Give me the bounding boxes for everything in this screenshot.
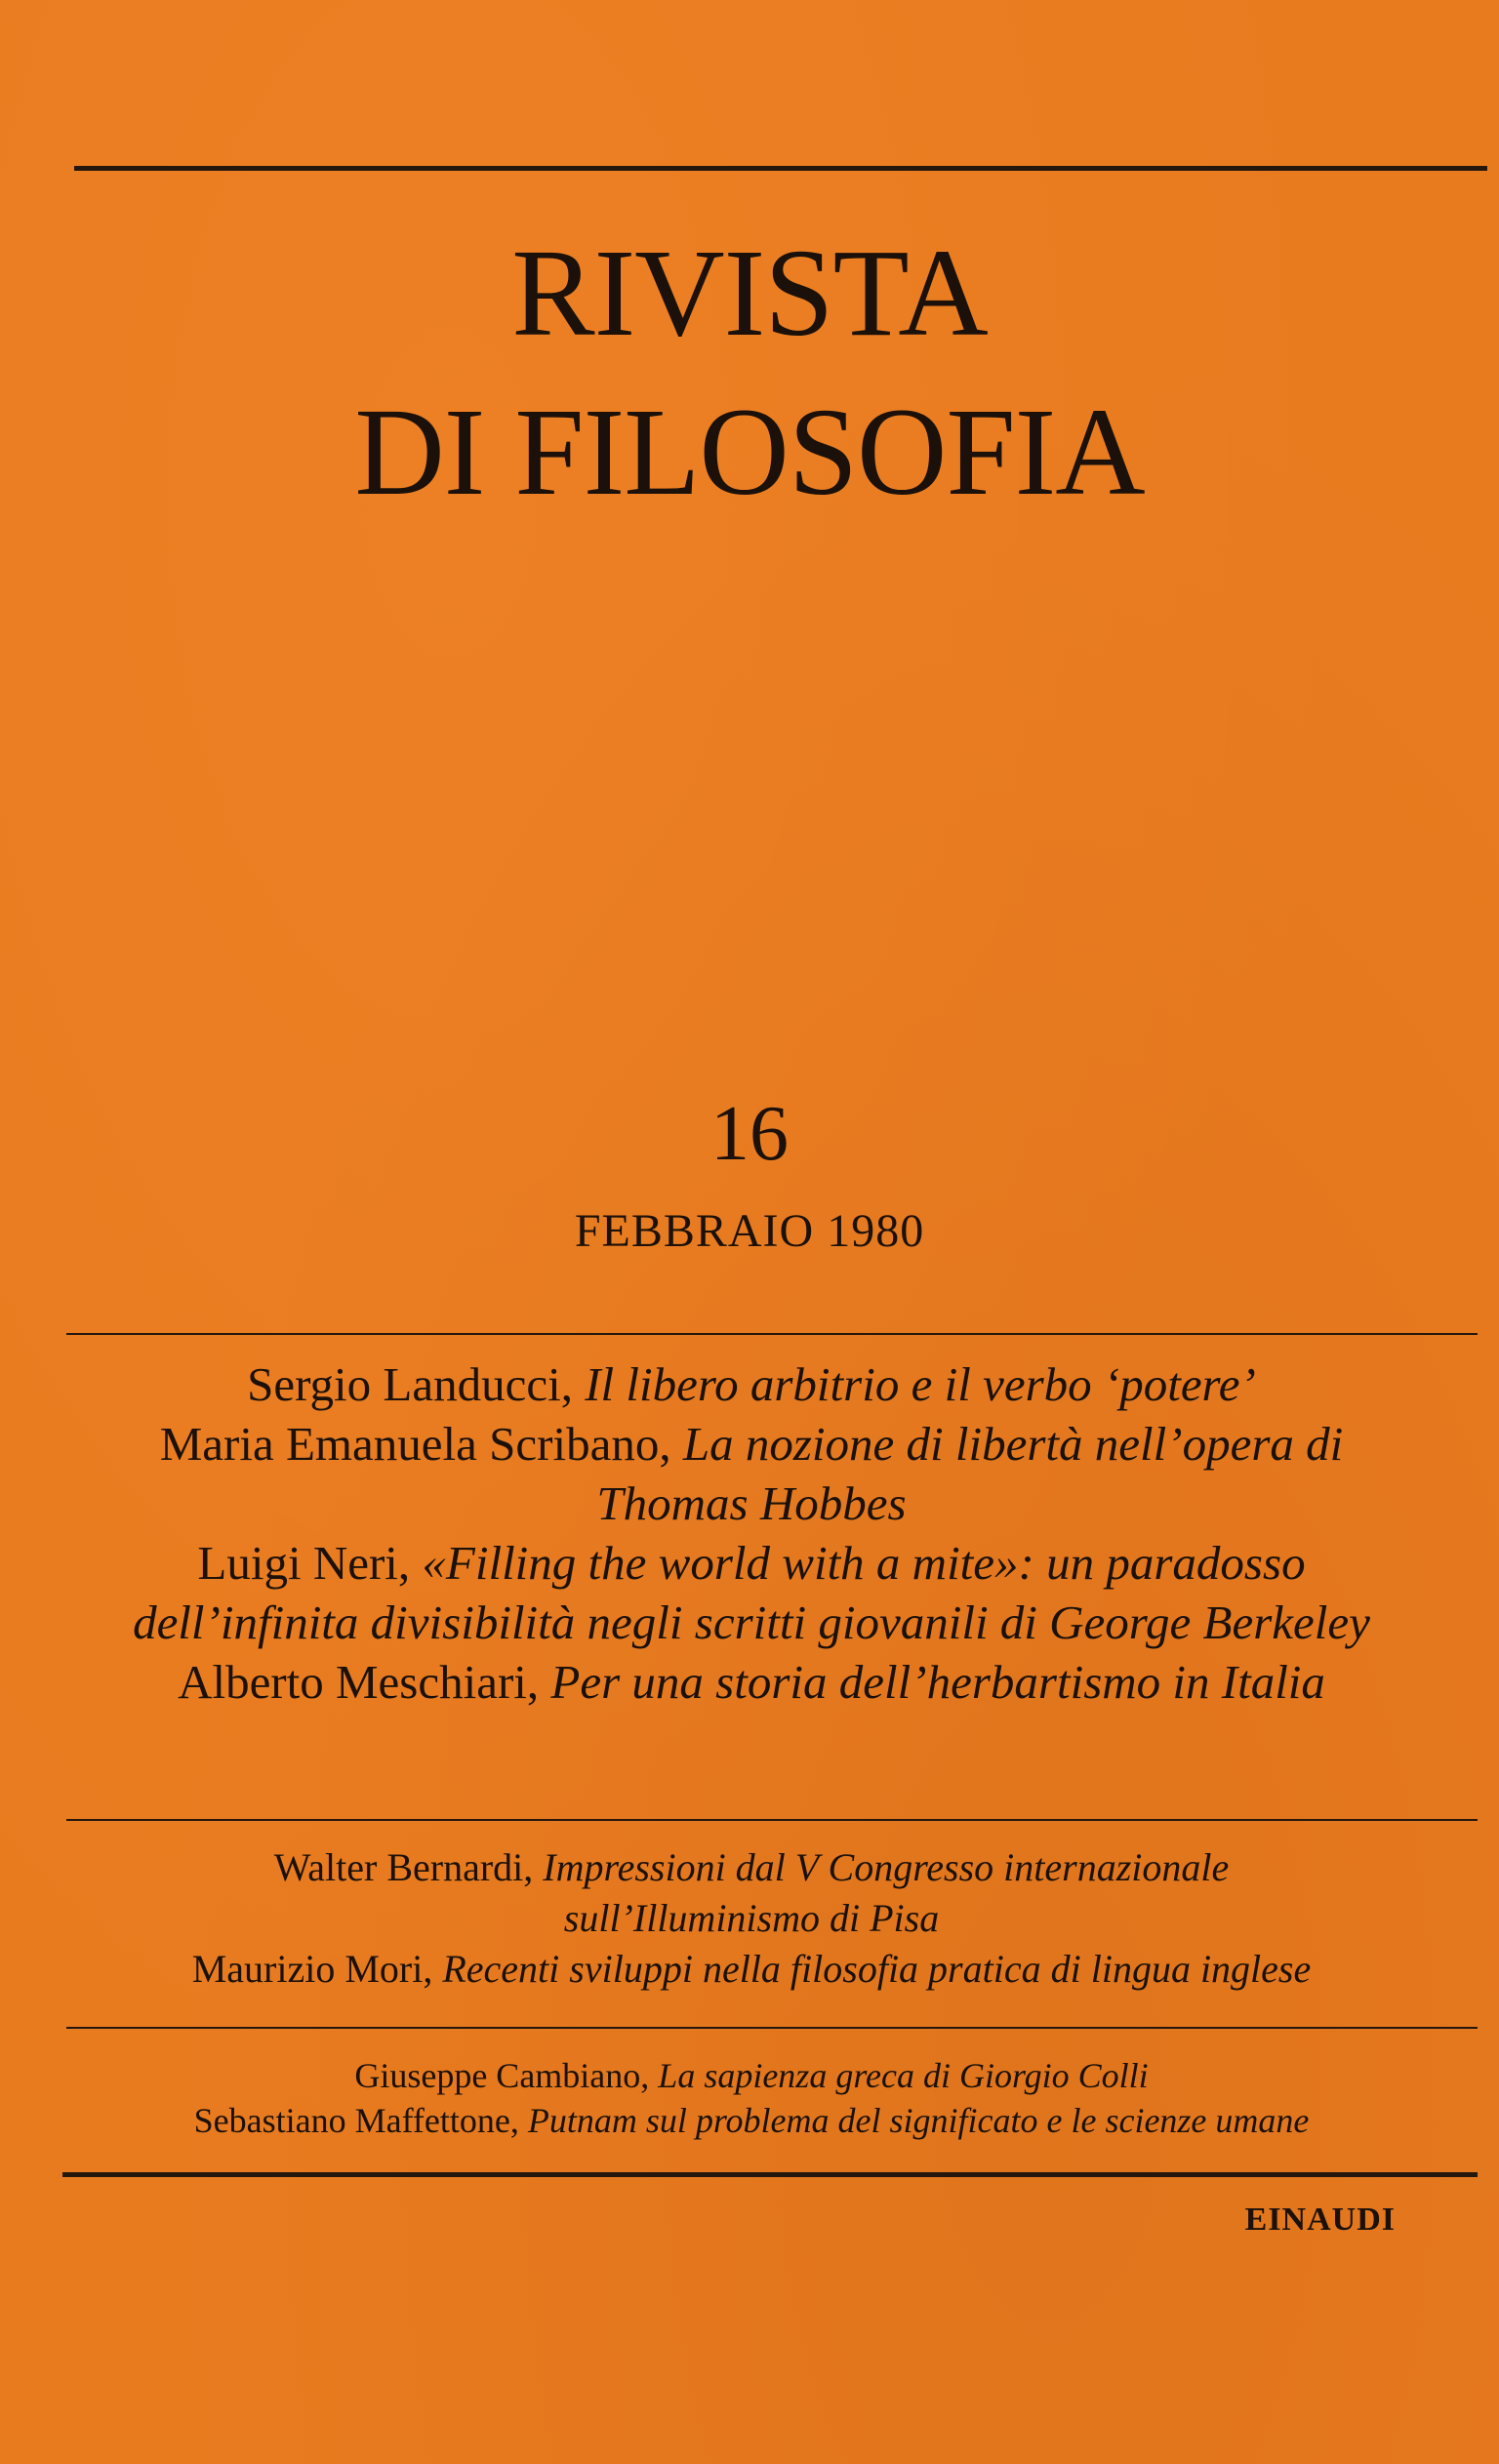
note-entry: Walter Bernardi, Impressioni dal V Congresso internazionale sull’Illuminismo di Pisa [273, 1845, 1230, 1940]
article-title: «Filling the world with a mite»: un paradosso dell’infinita divisibilità negli scritti giovanili di George Berkeley [133, 1536, 1370, 1649]
article-entry: Maria Emanuela Scribano, La nozione di libertà nell’opera di Thomas Hobbes [159, 1417, 1344, 1530]
reviews-list [68, 2053, 1435, 2143]
article-title: Il libero arbitrio e il verbo ‘potere’ [585, 1357, 1256, 1411]
article-entry: Sergio Landucci, Il libero arbitrio e il verbo ‘potere’ [247, 1357, 1256, 1411]
review-entry: Giuseppe Cambiano, La sapienza greca di Giorgio Colli [354, 2056, 1149, 2095]
notes-list [68, 1842, 1435, 1995]
review-entry: Sebastiano Maffettone, Putnam sul problema del significato e le scienze umane [193, 2101, 1310, 2140]
issue-date: FEBBRAIO 1980 [574, 1205, 925, 1257]
review-title: La sapienza greca di Giorgio Colli [658, 2056, 1149, 2095]
note-author: Maurizio Mori [191, 1947, 424, 1991]
article-author: Alberto Meschiari [178, 1655, 527, 1709]
article-author: Maria Emanuela Scribano [159, 1417, 660, 1471]
articles-list [68, 1354, 1435, 1712]
review-author: Sebastiano Maffettone [193, 2101, 510, 2140]
article-title: Per una storia dell’herbartismo in Italia [550, 1655, 1325, 1709]
articles-bottom-rule [66, 1819, 1478, 1821]
note-title: Impressioni dal V Congresso internazionale sull’Illuminismo di Pisa [543, 1845, 1230, 1940]
review-title: Putnam sul problema del significato e le scienze umane [527, 2101, 1310, 2140]
notes-bottom-rule [66, 2027, 1478, 2029]
issue-number: 16 [710, 1091, 789, 1177]
journal-title-line-2: DI FILOSOFIA [354, 383, 1145, 521]
article-author: Luigi Neri [197, 1536, 398, 1590]
note-title: Recenti sviluppi nella filosofia pratica di lingua inglese [442, 1947, 1312, 1991]
article-title: La nozione di libertà nell’opera di Thomas Hobbes [596, 1417, 1344, 1530]
top-rule [74, 166, 1487, 171]
contents-top-rule [66, 1333, 1478, 1335]
article-entry: Luigi Neri, «Filling the world with a mite»: un paradosso dell’infinita divisibilità negli scritti giovanili di George Berkeley [133, 1536, 1370, 1649]
article-entry: Alberto Meschiari, Per una storia dell’herbartismo in Italia [178, 1655, 1325, 1709]
note-entry: Maurizio Mori, Recenti sviluppi nella filosofia pratica di lingua inglese [191, 1947, 1312, 1991]
article-author: Sergio Landucci [247, 1357, 561, 1411]
review-author: Giuseppe Cambiano [354, 2056, 641, 2095]
note-author: Walter Bernardi [273, 1845, 524, 1889]
publisher-name: EINAUDI [1244, 2201, 1396, 2238]
journal-title-line-1: RIVISTA [511, 223, 988, 362]
bottom-rule [62, 2172, 1478, 2177]
